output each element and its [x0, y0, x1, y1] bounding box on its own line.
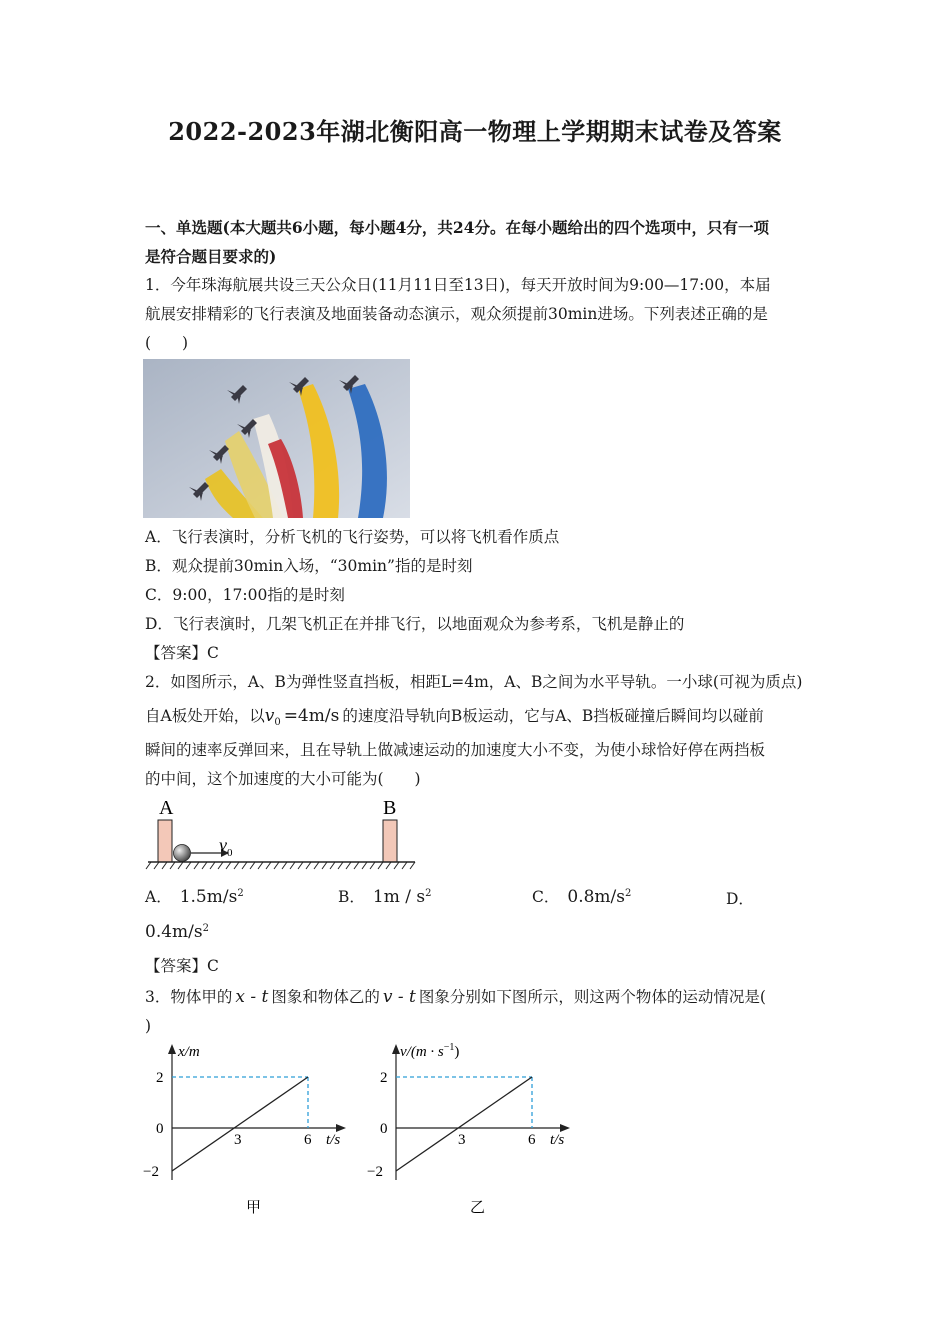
q1-option-d: D．飞行表演时，几架飞机正在并排飞行，以地面观众为参考系，飞机是静止的: [145, 615, 685, 633]
x-tick-mid: 3: [234, 1132, 242, 1148]
q2-option-b: B． $1m / s^2$: [338, 887, 432, 907]
y-label: $v/(m \cdot s^{-1})$: [400, 1042, 460, 1060]
y-tick-zero: 0: [380, 1121, 388, 1137]
board-a: [158, 820, 172, 862]
q2-line2: [145, 702, 815, 737]
ground-hatch: [146, 862, 415, 869]
y-tick-zero: 0: [156, 1121, 164, 1137]
x-axis-arrow: [336, 1124, 346, 1132]
q2-line4: 的中间，这个加速度的大小可能为( ): [145, 770, 421, 788]
data-line: [396, 1077, 532, 1171]
data-line: [172, 1077, 308, 1171]
graph-caption: 甲: [246, 1200, 262, 1216]
y-label: x/m: [178, 1044, 200, 1060]
q2-v0-value: =4m/s: [283, 706, 340, 726]
q2-line2-end: 的速度沿导轨向B板运动，它与A、B挡板碰撞后瞬间均以碰前: [342, 707, 764, 725]
q1-option-a: A．飞行表演时，分析飞机的飞行姿势，可以将飞机看作质点: [145, 528, 560, 546]
q1-line2: 航展安排精彩的飞行表演及地面装备动态演示，观众须提前30min进场。下列表述正确的是: [145, 305, 768, 323]
x-label: t/s: [326, 1132, 341, 1148]
x-tick-mid: 3: [458, 1132, 466, 1148]
q3-line2: ): [145, 1017, 152, 1035]
q1-line3: ( ): [145, 334, 189, 352]
q2-v0-sub: 0: [274, 717, 281, 729]
x-tick-end: 6: [528, 1132, 536, 1148]
q3-line1: 3．物体甲的 x - t 图象和物体乙的 v - t 图象分别如下图所示，则这两个物体的运动情况是(: [145, 987, 766, 1007]
q2-option-d: D．: [726, 890, 754, 908]
section-heading-line1: 一、单选题(本大题共6小题，每小题4分，共24分。在每小题给出的四个选项中，只有一项: [145, 218, 769, 237]
q1-answer: 【答案】C: [145, 644, 219, 662]
q2-option-a: A． $1.5m/s^2$: [145, 887, 244, 907]
airshow-photo: [143, 359, 410, 518]
q2-figure: [145, 795, 420, 870]
q3-xt: x - t: [235, 987, 269, 1007]
velocity-label: $v_0$: [219, 835, 233, 859]
q1-option-c: C．9:00，17:00指的是时刻: [145, 586, 345, 604]
label-b: B: [383, 797, 397, 819]
board-b: [383, 820, 397, 862]
graph-yi: [364, 1040, 594, 1220]
y-tick-bottom: −2: [143, 1164, 159, 1180]
x-label: t/s: [550, 1132, 565, 1148]
q2-v0-symbol: v: [264, 706, 275, 726]
q2-line3: 瞬间的速率反弹回来，且在导轨上做减速运动的加速度大小不变，为使小球恰好停在两挡板: [145, 741, 766, 759]
graph-caption: 乙: [470, 1200, 486, 1216]
section-heading-line2: 是符合题目要求的): [145, 247, 277, 266]
y-axis-arrow: [168, 1044, 176, 1054]
y-tick-top: 2: [156, 1070, 164, 1086]
ball: [174, 845, 191, 862]
y-tick-bottom: −2: [367, 1164, 383, 1180]
y-axis-arrow: [392, 1044, 400, 1054]
q2-option-c: C． $0.8m/s^2$: [532, 887, 632, 907]
label-a: A: [159, 797, 174, 819]
graph-jia: [140, 1040, 360, 1220]
q1-option-b: B．观众提前30min入场，“30min”指的是时刻: [145, 557, 473, 575]
q1-line1: 1．今年珠海航展共设三天公众日(11月11日至13日)，每天开放时间为9:00—17:00，本届: [145, 276, 771, 294]
x-tick-end: 6: [304, 1132, 312, 1148]
q2-line2-start: 自A板处开始，以: [145, 707, 265, 725]
y-tick-top: 2: [380, 1070, 388, 1086]
q2-line1: 2．如图所示，A、B为弹性竖直挡板，相距L=4m，A、B之间为水平导轨。一小球(可视为质点): [145, 673, 803, 691]
q2-answer: 【答案】C: [145, 957, 219, 975]
q3-vt: v - t: [382, 987, 416, 1007]
page-title: 2022-2023年湖北衡阳高一物理上学期期末试卷及答案: [168, 117, 782, 146]
q2-option-d-value: $0.4m/s^2$: [145, 922, 209, 942]
x-axis-arrow: [560, 1124, 570, 1132]
